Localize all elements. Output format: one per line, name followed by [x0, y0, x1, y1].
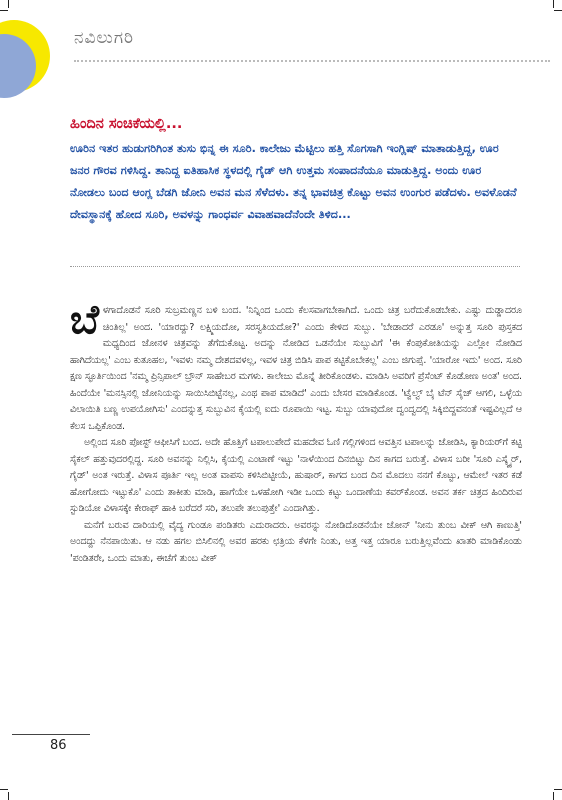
crop-mark: [554, 789, 562, 790]
article-paragraph: ಮನೆಗೆ ಬರುವ ದಾರಿಯಲ್ಲಿ ವೈದ್ಯ ಗುಂಡೂ ಪಂಡಿತರು ಎದುರಾದರು. ಅವರನ್ನು ನೋಡಿದೊಡನೆಯೇ ಜೋನ್ 'ನೀನು ತುಂಬ ವೀಕ್ ಆಗಿ ಕಾಣುತ್ತಿ' ಅಂದದ್ದು ನೆನಪಾಯಿತು. ಆ ನಡು ಹಗಲ ಬಿಸಿಲಿನಲ್ಲಿ ಅವರ ಹರಕು ಛತ್ರಿಯ ಕೆಳಗೇ ನಿಂತು, ಅತ್ತ ಇತ್ತ ಯಾರೂ ಬರುತ್ತಿಲ್ಲವೆಂದು ಖಾತರಿ ಮಾಡಿಕೊಂಡು 'ಪಂಡಿತರೇ, ಒಂದು ಮಾತು, ಈಚೆಗೆ ತುಂಬ ವೀಕ್: [70, 519, 522, 564]
previous-episode-heading: ಹಿಂದಿನ ಸಂಚಿಕೆಯಲ್ಲಿ...: [70, 116, 183, 132]
paragraph-text: ಳಗಾದೊಡನೆ ಸೂರಿ ಸುಬ್ರಮಣ್ಣನ ಬಳಿ ಬಂದ. 'ನಿನ್ನಿಂದ ಒಂದು ಕೆಲಸವಾಗಬೇಕಾಗಿದೆ. ಒಂದು ಚಿತ್ರ ಬರೆದುಕೊಡಬೇಕು. ಎಷ್ಟು ದುಡ್ಡಾದರೂ ಚಿಂತಿಲ್ಲ' ಅಂದ. 'ಯಾರದ್ದು? ಲಕ್ಷ್ಮಿಯದೋ, ಸರಸ್ವತಿಯದೋ?' ಎಂದು ಕೇಳಿದ ಸುಬ್ಬು. 'ಬೇಡಾದರೆ ಎರಡೂ' ಅನ್ನುತ್ತ ಸೂರಿ ಪುಸ್ತಕದ ಮಧ್ಯದಿಂದ ಜೋನಳ ಚಿತ್ರವನ್ನು ತೆಗೆದುಕೊಟ್ಟ. ಅದನ್ನು ನೋಡಿದ ಒಡನೆಯೇ ಸುಬ್ಬುವಿಗೆ 'ಈ ಕೆಂಪುಕೋತಿಯನ್ನು ಎಲ್ಲೋ ನೋಡಿದ ಹಾಗಿದೆಯಲ್ಲ' ಎಂಬ ಕುತೂಹಲ, 'ಇವಳು ನಮ್ಮ ದೇಶದವಳಲ್ಲ, ಇವಳ ಚಿತ್ರ ಬಿಡಿಸಿ ಪಾಪ ಕಟ್ಟಿಕೊಬೇಕಲ್ಲ' ಎಂಬ ಜಿಗುಪ್ಸೆ. 'ಯಾರೋ ಇದು' ಅಂದ. ಸೂರಿ ಕ್ಷಣ ಸ್ಫೂರ್ತಿಯಿಂದ 'ನಮ್ಮ ಪ್ರಿನ್ಸಿಪಾಲ್ ಬ್ರೌನ್ ಸಾಹೇಬರ ಮಗಳು. ಕಾಲೇಜು ಮೊನ್ನೆ ತೀರಿಕೊಂಡಳು. ಮಾಡಿಸಿ ಅವರಿಗೆ ಪ್ರೆಸೆಂಟ್ ಕೊಡೋಣ ಅಂತ' ಅಂದ. ಹಿಂದೆಯೇ 'ಮನಸ್ಸಿನಲ್ಲಿ ಜೋನಿಯನ್ನು ಸಾಯಿಸಿಬಿಟ್ಟೆನಲ್ಲ, ಎಂಥ ಪಾಪ ಮಾಡಿದೆ' ಎಂದು ಬೇಸರ ಮಾಡಿಕೊಂಡ. 'ಟ್ವೆಲ್ವ್ ಬೈ ಟೆನ್ ಸೈಜ್ ಆಗಲಿ, ಒಳ್ಳೆಯ ವಿಲಾಯಿತಿ ಬಣ್ಣ ಉಪಯೋಗಿಸು' ಎಂದನ್ನುತ್ತ ಸುಬ್ಬುವಿನ ಕೈಯಲ್ಲಿ ಐದು ರೂಪಾಯಿ ಇಟ್ಟ. ಸುಬ್ಬು ಯಾವುದೋ ದ್ವಂದ್ವದಲ್ಲಿ ಸಿಕ್ಕಿಬಿದ್ದವನಂತೆ ಇಷ್ಟವಿಲ್ಲದೆ ಆ ಕೆಲಸ ಒಪ್ಪಿಕೊಂಡ.: [70, 305, 522, 432]
crop-mark: [0, 789, 8, 790]
article-body: [70, 297, 522, 567]
crop-mark: [8, 0, 9, 8]
crop-mark: [0, 10, 8, 11]
article-paragraph: [70, 297, 522, 435]
magazine-title: ನವಿಲುಗರಿ: [74, 28, 135, 48]
footer-divider: [12, 734, 90, 735]
drop-cap: ಬೆ: [70, 297, 99, 343]
page-number: 86: [50, 738, 67, 753]
crop-mark: [554, 10, 562, 11]
article-paragraph: ಅಲ್ಲಿಂದ ಸೂರಿ ಪೋಸ್ಟ್ ಆಫೀಸಿಗೆ ಬಂದ. ಅದೇ ಹೊತ್ತಿಗೆ ಟಪಾಲುಪೇದೆ ಮಹದೇವ ಓಣಿ ಗಲ್ಲಿಗಳಿಂದ ಆವತ್ತಿನ ಟಪಾಲನ್ನು ಜೋಡಿಸಿ, ಕ್ಯಾರಿಯರ್‌ಗೆ ಕಟ್ಟಿ ಸೈಕಲ್ ಹತ್ತುವುದರಲ್ಲಿದ್ದ. ಸೂರಿ ಅವನನ್ನು ನಿಲ್ಲಿಸಿ, ಕೈಯಲ್ಲಿ ಎಂಟಾಣೆ ಇಟ್ಟು 'ನಾಳೆಯಿಂದ ದಿನಬಿಟ್ಟು ದಿನ ಕಾಗದ ಬರುತ್ತೆ. ವಿಳಾಸ ಬರೀ 'ಸೂರಿ ಎಸ್ಕ್ವೈರ್, ಗೈಡ್' ಅಂತ ಇರುತ್ತೆ. ವಿಳಾಸ ಪೂರ್ತಿ ಇಲ್ಲ ಅಂತ ವಾಪಸು ಕಳಿಸಿಬಿಟ್ಟೀಯೆ, ಹುಷಾರ್, ಕಾಗದ ಬಂದ ದಿನ ಮೊದಲು ನನಗೆ ಕೊಟ್ಟು, ಆಮೇಲೆ ಇತರ ಕಡೆ ಹೋಗೋದು ಇಟ್ಟುಕೊ' ಎಂದು ತಾಕೀತು ಮಾಡಿ, ಹಾಗೆಯೇ ಒಳಹೋಗಿ ಇಡೀ ಒಂದು ಕಟ್ಟು ಒಂದಾಣೆಯ ಕವರ್‌ಕೊಂಡ. ಅವನ ತರ್ಕ ಚಿತ್ರದ ಹಿಂದಿರುವ ಸ್ಟುಡಿಯೋ ವಿಳಾಸಕ್ಕೇ ಕೇರಾಫ್ ಹಾಕಿ ಬರೆದರೆ ಸರಿ, ತಲುಪೇ ತಲುಪುತ್ತೇ' ಎಂದಾಗಿತ್ತು.: [70, 437, 522, 514]
summary-divider: [70, 266, 520, 267]
header-divider: [74, 60, 550, 62]
crop-mark: [8, 792, 9, 800]
previous-episode-box: [70, 116, 520, 226]
crop-mark: [553, 792, 554, 800]
crop-mark: [553, 0, 554, 8]
previous-episode-summary: ಊರಿನ ಇತರ ಹುಡುಗರಿಗಿಂತ ತುಸು ಭಿನ್ನ ಈ ಸೂರಿ. ಕಾಲೇಜು ಮೆಟ್ಟಿಲು ಹತ್ತಿ ಸೊಗಸಾಗಿ ಇಂಗ್ಲಿಷ್ ಮಾತಾಡುತ್ತಿದ್ದ, ಊರ ಜನರ ಗೌರವ ಗಳಿಸಿದ್ದ. ತಾನಿದ್ದ ಐತಿಹಾಸಿಕ ಸ್ಥಳದಲ್ಲಿ ಗೈಡ್ ಆಗಿ ಉತ್ತಮ ಸಂಪಾದನೆಯೂ ಮಾಡುತ್ತಿದ್ದ. ಅಂದು ಊರ ನೋಡಲು ಬಂದ ಆಂಗ್ಲ ಬೆಡಗಿ ಜೋನಿ ಅವನ ಮನ ಸೆಳೆದಳು. ತನ್ನ ಭಾವಚಿತ್ರ ಕೊಟ್ಟು ಅವನ ಉಂಗುರ ಪಡೆದಳು. ಅವಳೊಡನೆ ದೇವಸ್ಥಾನಕ್ಕೆ ಹೋದ ಸೂರಿ, ಅವಳನ್ನು ಗಾಂಧರ್ವ ವಿವಾಹವಾದೆನೆಂದೇ ತಿಳಿದ...: [70, 142, 517, 221]
